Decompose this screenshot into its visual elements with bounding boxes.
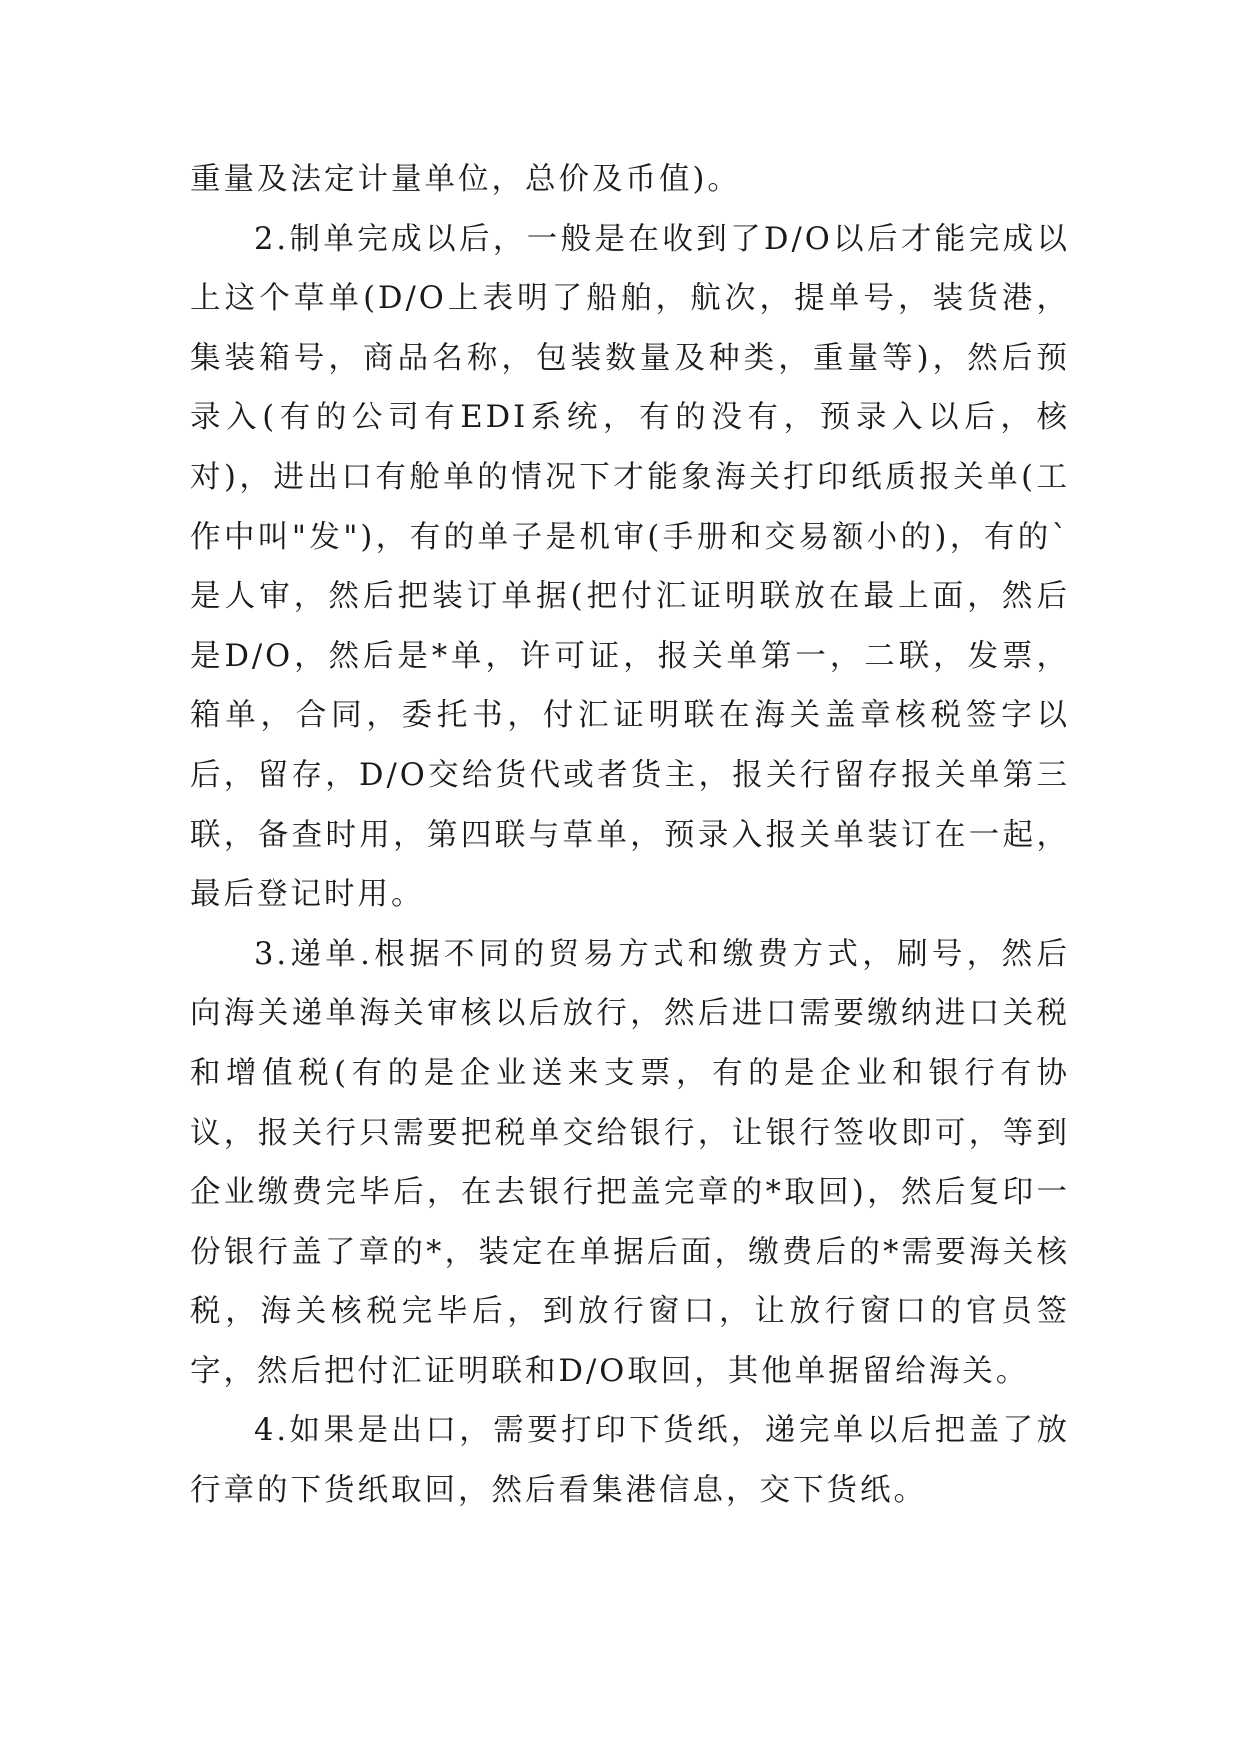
paragraph-step-4: 4.如果是出口，需要打印下货纸，递完单以后把盖了放行章的下货纸取回，然后看集港信息，交下货纸。 bbox=[190, 1413, 1070, 1509]
paragraph-step-3: 3.递单.根据不同的贸易方式和缴费方式，刷号，然后向海关递单海关审核以后放行，然后进口需要缴纳进口关税和增值税(有的是企业送来支票，有的是企业和银行有协议，报关行只需要把税单交给银行，让银行签收即可，等到企业缴费完毕后，在去银行把盖完章的*取回)，然后复印一份银行盖了章的*，装定在单据后面，缴费后的*需要海关核税，海关核税完毕后，到放行窗口，让放行窗口的官员签字，然后把付汇证明联和D/O取回，其他单据留给海关。 bbox=[190, 936, 1070, 1389]
paragraph-continuation: 重量及法定计量单位，总价及币值)。 bbox=[190, 162, 741, 197]
document-body bbox=[190, 150, 1070, 1521]
paragraph-step-2: 2.制单完成以后，一般是在收到了D/O以后才能完成以上这个草单(D/O上表明了船舶，航次，提单号，装货港，集装箱号，商品名称，包装数量及种类，重量等)，然后预录入(有的公司有EDI系统，有的没有，预录入以后，核对)，进出口有舱单的情况下才能象海关打印纸质报关单(工作中叫"发")，有的单子是机审(手册和交易额小的)，有的`是人审，然后把装订单据(把付汇证明联放在最上面，然后是D/O，然后是*单，许可证，报关单第一，二联，发票，箱单，合同，委托书，付汇证明联在海关盖章核税签字以后，留存，D/O交给货代或者货主，报关行留存报关单第三联，备查时用，第四联与草单，预录入报关单装订在一起，最后登记时用。 bbox=[190, 221, 1070, 913]
